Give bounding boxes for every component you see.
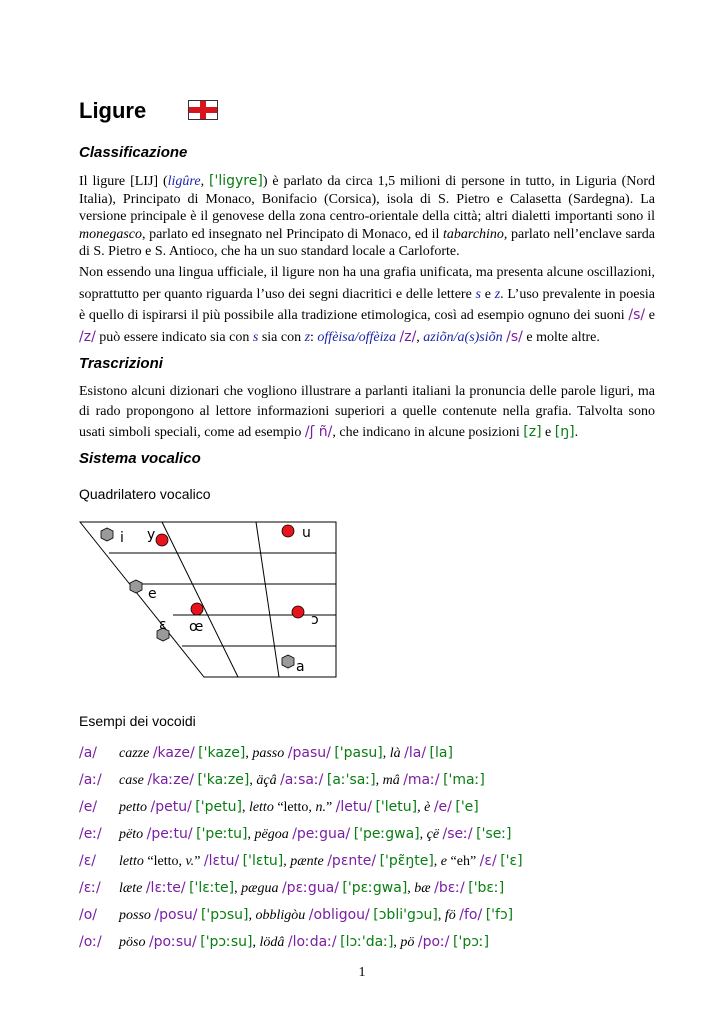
native-name-ipa: ['ligyre] (209, 173, 263, 189)
example-fragment: lödâ (259, 935, 285, 950)
example-fragment: /peːgua/ (292, 826, 351, 842)
example-fragment: çë (426, 827, 440, 842)
example-fragment: letto (119, 854, 144, 869)
example-fragment: , (417, 800, 425, 815)
quadrilateral-label: Quadrilatero vocalico (79, 486, 211, 502)
example-fragment: ['pɛːgwa] (342, 880, 408, 896)
section-heading-vowels: Sistema vocalico (79, 450, 201, 467)
marker-oe (191, 603, 203, 615)
example-fragment: , (382, 746, 390, 761)
example-fragment: /pɛnte/ (327, 853, 377, 869)
example-fragment: , (245, 746, 253, 761)
example-fragment: ['pɛ̃ŋte] (379, 853, 434, 869)
example-fragment: , (433, 854, 441, 869)
example-row (79, 934, 489, 951)
example-fragment: /posu/ (154, 907, 198, 923)
quadrilateral-outline (80, 522, 336, 677)
example-fragment: , (241, 800, 249, 815)
example-fragment: petto (119, 800, 147, 815)
example-fragment: , (247, 827, 255, 842)
example-fragment: pænte (290, 854, 324, 869)
example-fragment: e (440, 854, 448, 869)
example-fragment: ['pasu] (334, 745, 383, 761)
grid-line (162, 522, 238, 677)
example-fragment: /letu/ (335, 799, 372, 815)
example-fragment: è (424, 800, 431, 815)
liguria-flag-icon (188, 100, 218, 120)
example-fragment: ” (194, 854, 204, 869)
example-fragment: , (249, 773, 257, 788)
example-fragment: “eh” (447, 854, 480, 869)
label-a: a (296, 659, 305, 675)
example-vowel: /o/ (79, 907, 97, 923)
example-fragment: passo (252, 746, 285, 761)
example-fragment: , (375, 773, 383, 788)
example-fragment: [aː'saː] (326, 772, 376, 788)
example-fragment: ['fɔ] (485, 907, 514, 923)
example-fragment: /e/ (433, 799, 452, 815)
example-fragment: là (389, 746, 401, 761)
example-vowel: /ɛː/ (79, 880, 101, 896)
example-fragment: /petu/ (150, 799, 192, 815)
example-fragment: /obligou/ (308, 907, 370, 923)
example-fragment: ['maː] (443, 772, 485, 788)
example-fragment: /kaːze/ (147, 772, 194, 788)
example-vowel: /oː/ (79, 934, 102, 950)
example-fragment: /seː/ (442, 826, 473, 842)
example-fragment: pöso (119, 935, 146, 950)
marker-i (101, 528, 113, 541)
example-vowel: /aː/ (79, 772, 102, 788)
example-fragment: äçâ (256, 773, 277, 788)
native-name: ligûre (167, 174, 201, 189)
example-fragment: letto (248, 800, 274, 815)
example-fragment: [la] (429, 745, 453, 761)
example-fragment: /ɛ/ (479, 853, 497, 869)
example-fragment: ['petu] (195, 799, 242, 815)
example-fragment: , (283, 854, 291, 869)
example-fragment: ['kaze] (198, 745, 246, 761)
example-fragment: obbligòu (255, 908, 306, 923)
example-fragment: pö (400, 935, 415, 950)
example-fragment: /fo/ (459, 907, 483, 923)
example-fragment: pëgoa (254, 827, 289, 842)
marker-e (130, 580, 142, 593)
example-fragment: v. (185, 854, 195, 869)
example-fragment: /la/ (404, 745, 427, 761)
example-fragment: ['lɛtu] (242, 853, 284, 869)
grid-line (256, 522, 279, 677)
example-row (79, 772, 485, 789)
example-fragment: , (437, 908, 445, 923)
example-fragment: ['lɛːte] (189, 880, 235, 896)
example-fragment: n. (315, 800, 326, 815)
example-fragment: [ɔbli'gɔu] (373, 907, 438, 923)
example-vowel: /e/ (79, 799, 98, 815)
example-fragment: læte (119, 881, 143, 896)
example-fragment: mâ (382, 773, 400, 788)
example-fragment: /poːsu/ (148, 934, 197, 950)
marker-a (282, 655, 294, 668)
example-fragment: case (119, 773, 144, 788)
example-fragment: ['bɛː] (468, 880, 505, 896)
example-fragment: /pɛːgua/ (281, 880, 339, 896)
example-fragment: /peːtu/ (146, 826, 193, 842)
example-fragment: , (252, 935, 260, 950)
label-i: i (120, 530, 124, 546)
example-fragment: bæ (414, 881, 431, 896)
label-epsilon: ɛ (159, 617, 167, 633)
example-fragment: “letto, (143, 854, 186, 869)
example-fragment: ['letu] (375, 799, 418, 815)
paragraph-transcriptions: Esistono alcuni dizionari che vogliono illustrare a parlanti italiani la pronuncia delle parole liguri, ma di rado propongono al lettore informazioni superiori a quelle contenute nella grafia. Talvolta sono usati simboli speciali, come ad esempio /ʃ ñ/, che indicano in alcune posizioni [z] e [ŋ]. (79, 384, 655, 440)
example-fragment: ['peːgwa] (353, 826, 420, 842)
example-fragment: [lɔː'daː] (340, 934, 394, 950)
example-fragment: ['peːtu] (196, 826, 248, 842)
example-row (79, 745, 453, 762)
marker-open-o (292, 606, 304, 618)
example-fragment: ['pɔsu] (200, 907, 249, 923)
page-number: 1 (358, 965, 366, 980)
example-vowel: /eː/ (79, 826, 102, 842)
example-row (79, 799, 479, 816)
example-fragment: /pasu/ (287, 745, 331, 761)
section-heading-transcriptions: Trascrizioni (79, 355, 163, 372)
example-fragment: , (419, 827, 427, 842)
section-heading-classification: Classificazione (79, 144, 188, 161)
example-fragment: ['pɔːsu] (200, 934, 253, 950)
example-fragment: ['ɛ] (500, 853, 523, 869)
example-fragment: /poː/ (417, 934, 450, 950)
example-row (79, 826, 512, 843)
marker-u (282, 525, 294, 537)
example-fragment: “letto, (273, 800, 316, 815)
example-fragment: posso (119, 908, 151, 923)
example-vowel: /a/ (79, 745, 98, 761)
example-fragment: fö (444, 908, 456, 923)
example-fragment: /kaze/ (152, 745, 195, 761)
label-y: y (147, 527, 156, 543)
example-fragment: ['pɔː] (453, 934, 490, 950)
example-fragment: ['kaːze] (197, 772, 250, 788)
example-vowel: /ɛ/ (79, 853, 97, 869)
example-fragment: /lɛtu/ (203, 853, 240, 869)
example-fragment: /loːdaː/ (287, 934, 337, 950)
example-fragment: ['seː] (476, 826, 512, 842)
example-fragment: , (407, 881, 415, 896)
example-fragment: /lɛːte/ (145, 880, 186, 896)
label-e: e (148, 586, 157, 602)
example-fragment: pëto (119, 827, 144, 842)
example-fragment: /bɛː/ (434, 880, 465, 896)
example-row (79, 880, 504, 897)
example-fragment: /maː/ (403, 772, 440, 788)
examples-title: Esempi dei vocoidi (79, 713, 196, 729)
paragraph-orthography: Non essendo una lingua ufficiale, il ligure non ha una grafia unificata, ma presenta alcune oscillazioni, soprattutto per quanto riguarda l’uso dei segni diacritici e delle lettere s e z. L’uso prevalente in poesia è quello di ispirarsi il più possibile alla tradizione etimologica, così ad esempio ognuno dei suoni /s/ e /z/ può essere indicato sia con s sia con z: offèisa/offèiza /z/, aziõn/a(s)siõn /s/ e molte altre. (79, 265, 655, 345)
example-fragment: ” (325, 800, 336, 815)
example-fragment: ['e] (455, 799, 479, 815)
paragraph-intro: Il ligure [LIJ] (ligûre, ['ligyre]) è parlato da circa 1,5 milioni di persone in tutto, in Liguria (Nord Italia), Principato di Monaco, Bonifacio (Corsica), isola di S. Pietro e Calasetta (Sardegna). La versione principale è il genovese della zona centro-orientale della città; altri dialetti importanti sono il monegasco, parlato ed insegnato nel Principato di Monaco, ed il tabarchino, parlato nell’enclave sarda di S. Pietro e S. Antioco, che ha un suo standard locale a Carloforte. (79, 173, 656, 259)
label-open-o: ɔ (311, 612, 319, 628)
marker-y (156, 534, 168, 546)
example-fragment: /aːsaː/ (280, 772, 324, 788)
example-row (79, 853, 523, 870)
label-u: u (302, 525, 311, 541)
example-row (79, 907, 513, 924)
label-oe: œ (189, 619, 204, 635)
example-fragment: pægua (241, 881, 279, 896)
page-title: Ligure (79, 98, 147, 123)
example-fragment: cazze (119, 746, 150, 761)
example-fragment: , (248, 908, 256, 923)
example-fragment: , (393, 935, 401, 950)
vowel-quadrilateral-diagram (79, 512, 341, 687)
example-fragment: , (234, 881, 242, 896)
